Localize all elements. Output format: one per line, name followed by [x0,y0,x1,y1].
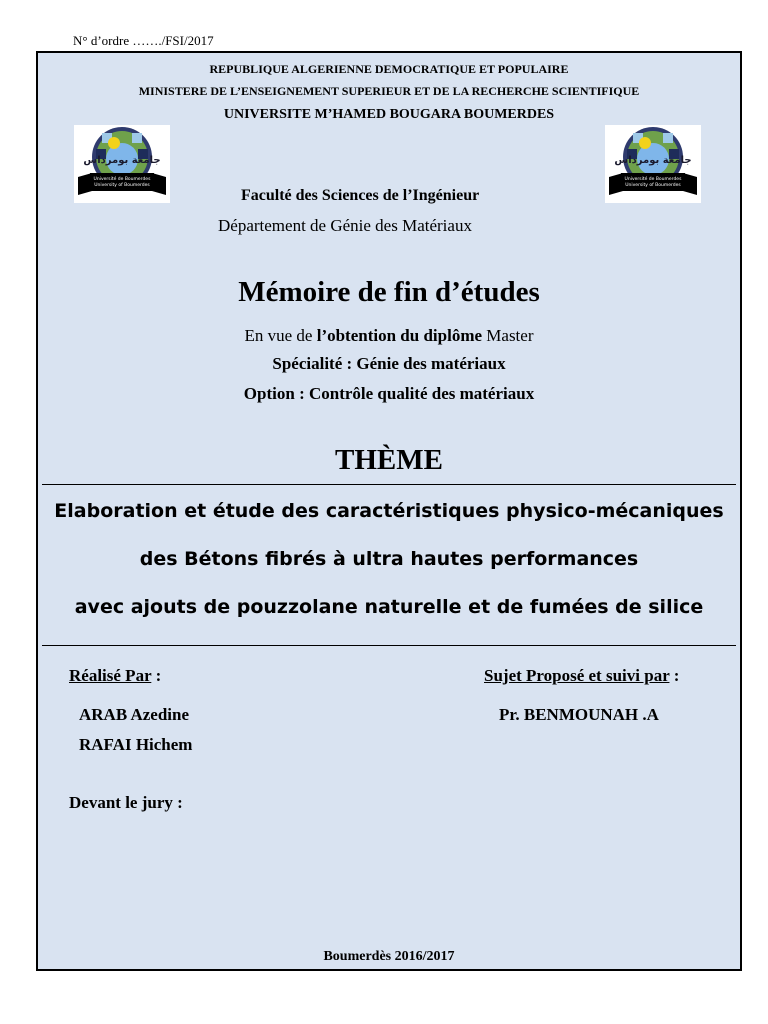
faculty-name: Faculté des Sciences de l’Ingénieur [241,187,480,204]
sujet-label [484,666,679,686]
sujet-colon: : [669,666,680,685]
svg-text:University of Boumerdes: University of Boumerdes [625,183,681,188]
divider-top [42,484,736,485]
university-logo-left [74,125,170,203]
realise-par-label [69,666,161,686]
diploma-line [38,326,740,346]
svg-text:جامعة بومرداس: جامعة بومرداس [614,155,692,166]
svg-text:جامعة بومرداس: جامعة بومرداس [83,155,161,166]
svg-text:University of Boumerdes: University of Boumerdes [94,183,150,188]
theme-title-line-2: des Bétons fibrés à ultra hautes performances [139,548,639,570]
ministry-header: MINISTERE DE L’ENSEIGNEMENT SUPERIEUR ET DE LA RECHERCHE SCIENTIFIQUE [138,84,640,98]
specialite-line: Spécialité : Génie des matériaux [272,354,506,373]
svg-text:Université de Boumerdes: Université de Boumerdes [93,177,151,182]
republic-header: REPUBLIQUE ALGERIENNE DEMOCRATIQUE ET POPULAIRE [209,62,569,76]
sujet-text: Sujet Proposé et suivi par [484,666,670,685]
theme-title-line-1: Elaboration et étude des caractéristiques physico-mécaniques [54,500,724,522]
student-name-1: ARAB Azedine [79,705,190,724]
department-name: Département de Génie des Matériaux [218,216,472,235]
diploma-suffix: Master [482,326,534,345]
university-logo-right [605,125,701,203]
order-number: N° d’ordre ……./FSI/2017 [73,33,214,48]
theme-title-line-3: avec ajouts de pouzzolane naturelle et de fumées de silice [74,596,704,618]
theme-label: THÈME [335,444,443,476]
jury-label: Devant le jury : [69,793,183,812]
realise-par-text: Réalisé Par [69,666,152,685]
option-line: Option : Contrôle qualité des matériaux [243,384,535,403]
footer-location-year: Boumerdès 2016/2017 [323,949,455,964]
cover-frame [36,51,742,971]
diploma-prefix: En vue de [244,326,317,345]
memoire-title: Mémoire de fin d’études [238,276,540,308]
supervisor-name: Pr. BENMOUNAH .A [499,705,659,724]
divider-bottom [42,645,736,646]
university-header: UNIVERSITE M’HAMED BOUGARA BOUMERDES [223,107,555,122]
diploma-middle: l’obtention du diplôme [316,326,483,345]
realise-par-colon: : [151,666,162,685]
student-name-2: RAFAI Hichem [79,735,193,754]
svg-text:Université de Boumerdes: Université de Boumerdes [624,177,682,182]
